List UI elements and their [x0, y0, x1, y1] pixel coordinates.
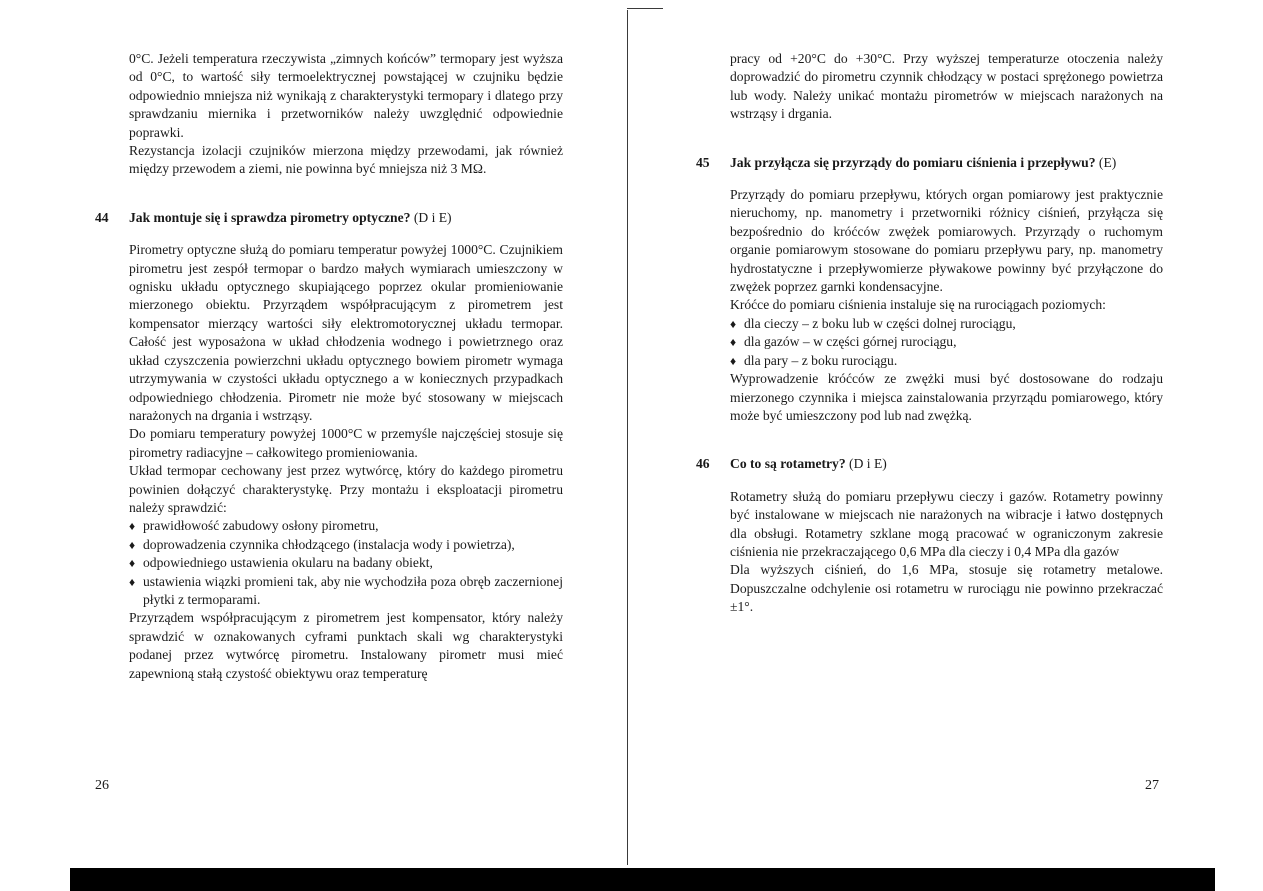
gutter-top-edge: [627, 8, 663, 9]
intro-paragraph-2: Rezystancja izolacji czujników mierzona między przewodami, jak również między przewodem a ziemi, nie powinna być mniejsza niż 3 MΩ.: [129, 143, 563, 177]
closing-paragraph: Wyprowadzenie króćców ze zwężki musi być dostosowane do rodzaju mierzonego czynnika i miejsca zainstalowania przyrządu pomiarowego, który może być umieszczony pod lub nad zwężką.: [730, 371, 1163, 423]
question-number: 44: [95, 209, 109, 225]
question-45-heading: [696, 154, 1163, 172]
bullet-item: ♦ odpowiedniego ustawienia okularu na badany obiekt,: [129, 554, 563, 572]
bullet-item: ♦ dla cieczy – z boku lub w części dolnej rurociągu,: [730, 315, 1163, 333]
left-page: [95, 50, 563, 683]
question-44-heading: [95, 209, 563, 227]
body-paragraph: Króćce do pomiaru ciśnienia instaluje się na rurociągach poziomych:: [730, 297, 1106, 313]
page-number-right: 27: [1145, 778, 1159, 793]
closing-paragraph: Przyrządem współpracującym z pirometrem jest kompensator, który należy sprawdzić w oznakowanych cyframi punktach skali wg charakterystyki podanej przez wytwórcę pirometru. Instalowany pirometr musi mieć zapewnioną stałą czystość obiektywu oraz temperaturę: [129, 610, 563, 681]
right-page: [696, 50, 1163, 617]
question-number: 45: [696, 154, 710, 170]
question-title: Jak przyłącza się przyrządy do pomiaru ciśnienia i przepływu?: [730, 154, 1096, 170]
question-number: 46: [696, 456, 710, 472]
body-paragraph: Do pomiaru temperatury powyżej 1000°C w przemyśle najczęściej stosuje się pirometry radiacyjne – całkowitego promieniowania.: [129, 426, 563, 460]
question-46-heading: [696, 455, 1163, 473]
body-paragraph: Rotametry służą do pomiaru przepływu cieczy i gazów. Rotametry powinny być instalowane w miejscach nie narażonych na wibracje i łatwo dostępnych dla obsługi. Rotametry szklane mogą pracować w ograniczonym zakresie ciśnienia nie przekraczającego 0,6 MPa dla cieczy i 0,4 MPa dla gazów: [730, 488, 1163, 559]
bullet-item: ♦ doprowadzenia czynnika chłodzącego (instalacja wody i powietrza),: [129, 536, 563, 554]
question-title: Jak montuje się i sprawdza pirometry optyczne?: [129, 209, 411, 225]
question-tag: (E): [1098, 154, 1117, 170]
scan-bottom-edge: [70, 868, 1215, 891]
body-paragraph: Przyrządy do pomiaru przepływu, których organ pomiarowy jest praktycznie nieruchomy, np. manometry i przetworniki różnicy ciśnień, przyłącza się bezpośrednio do króćców zwężek pomiarowych. Przyrządy o ruchomym organie pomiarowym stosowane do pomiaru przepływu pary, np. manometry hydrostatyczne i przepływomierze pływakowe powinny być przyłączone do zwężek poprzez garnki kondensacyjne.: [730, 187, 1163, 295]
body-paragraph: Pirometry optyczne służą do pomiaru temperatur powyżej 1000°C. Czujnikiem pirometru jest zespół termopar o bardzo małych wymiarach umieszczony w ognisku układu optycznego skupiającego poprzez okular promieniowanie mierzonego obiektu. Przyrządem współpracującym z pirometrem jest kompensator mierzący wartości siły elektromotorycznej układu termopar. Całość jest wyposażona w układ chłodzenia wodnego i powietrznego oraz układ czyszczenia powierzchni układu optycznego bowiem pirometr wymaga utrzymywania w czystości układu optycznego a w koniecznych przypadkach odpowiedniego chłodzenia. Pirometr nie może być stosowany w miejscach narażonych na drgania i wstrząsy.: [129, 242, 563, 423]
bullet-item: ♦ dla gazów – w części górnej rurociągu,: [730, 333, 1163, 351]
question-tag: (D i E): [413, 209, 452, 225]
body-paragraph: Dla wyższych ciśnień, do 1,6 MPa, stosuje się rotametry metalowe. Dopuszczalne odchylenie osi rotametru w rurociągu nie powinno przekraczać ±1°.: [730, 562, 1163, 615]
bullet-item: ♦ prawidłowość zabudowy osłony pirometru,: [129, 517, 563, 535]
book-gutter-line: [627, 10, 628, 865]
question-title: Co to są rotametry?: [730, 456, 846, 472]
bullet-item: ♦ dla pary – z boku rurociągu.: [730, 352, 1163, 370]
bullet-item: ♦ ustawienia wiązki promieni tak, aby nie wychodziła poza obręb zaczernionej płytki z termoparami.: [129, 573, 563, 610]
page-number-left: 26: [95, 778, 109, 793]
body-paragraph: Układ termopar cechowany jest przez wytwórcę, który do każdego pirometru powinien dołączyć charakterystykę. Przy montażu i eksploatacji pirometru należy sprawdzić:: [129, 463, 563, 515]
question-tag: (D i E): [849, 456, 887, 472]
intro-paragraph-1: 0°C. Jeżeli temperatura rzeczywista „zimnych końców” termopary jest wyższa od 0°C, to wartość siły termoelektrycznej powstającej w czujniku będzie odpowiednio mniejsza niż wynikają z charakterystyki termopary i dlatego przy sprawdzaniu miernika i przetworników należy uwzględnić odpowiednie poprawki.: [129, 51, 563, 140]
intro-paragraph: pracy od +20°C do +30°C. Przy wyższej temperaturze otoczenia należy doprowadzić do pirometru czynnik chłodzący w postaci sprężonego powietrza lub wody. Należy unikać montażu pirometrów w miejscach narażonych na wstrząsy i drgania.: [730, 51, 1163, 122]
